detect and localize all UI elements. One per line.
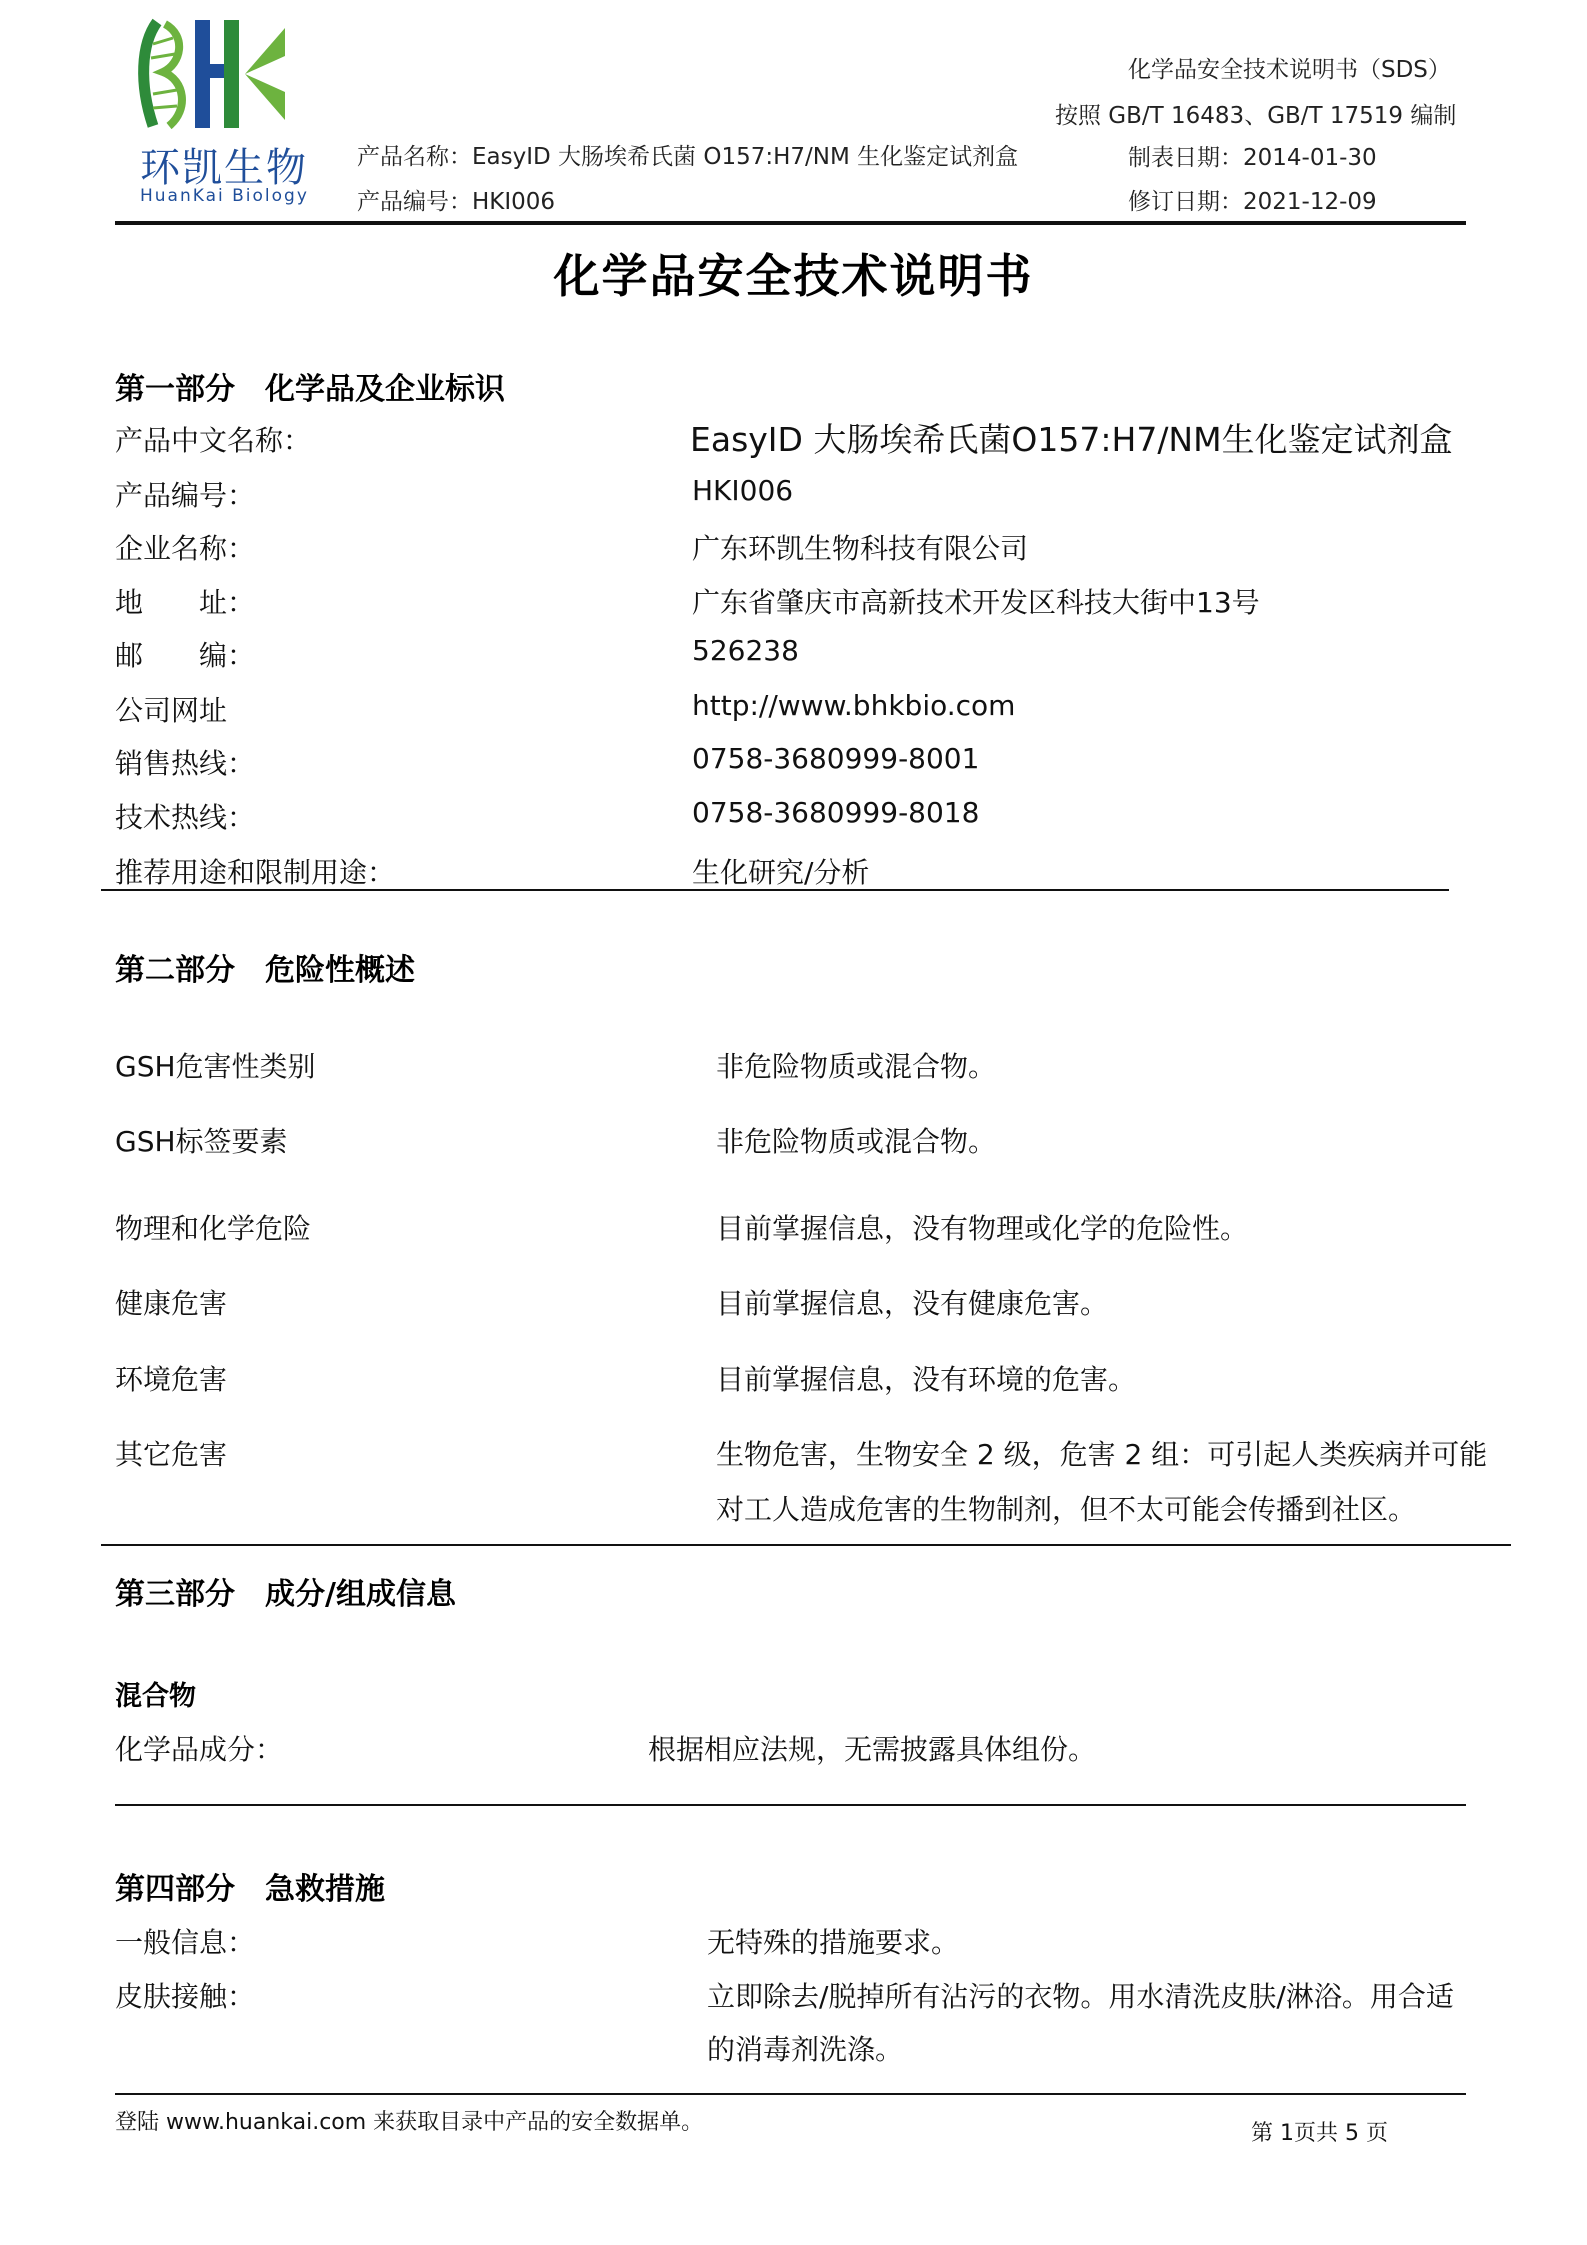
- row-label: 一般信息：: [115, 1926, 256, 1959]
- row-value-continued: 对工人造成危害的生物制剂，但不太可能会传播到社区。: [716, 1493, 1417, 1526]
- row-value: 0758-3680999-8018: [692, 796, 980, 829]
- section3-subheading: 混合物: [115, 1681, 196, 1712]
- header-product-name: 产品名称：EasyID 大肠埃希氏菌 O157:H7/NM 生化鉴定试剂盒: [357, 144, 1019, 170]
- row-value: 非危险物质或混合物。: [716, 1050, 997, 1083]
- row-value: 广东省肇庆市高新技术开发区科技大街中13号: [692, 586, 1260, 619]
- row-label: 推荐用途和限制用途：: [115, 856, 396, 889]
- row-label: 企业名称：: [115, 532, 256, 565]
- section3-divider: [115, 1804, 1466, 1806]
- row-label: 皮肤接触：: [115, 1980, 256, 2013]
- row-label: 其它危害: [115, 1438, 228, 1471]
- header-created-date: 制表日期：2014-01-30: [1128, 145, 1377, 171]
- row-value: 0758-3680999-8001: [692, 742, 980, 775]
- header-product-code: 产品编号：HKI006: [357, 189, 556, 215]
- section1-divider: [101, 889, 1449, 891]
- section2-divider: [101, 1544, 1511, 1546]
- row-value: 非危险物质或混合物。: [716, 1125, 997, 1158]
- row-value: EasyID 大肠埃希氏菌O157:H7/NM生化鉴定试剂盒: [690, 420, 1453, 459]
- header-revised-date: 修订日期：2021-12-09: [1128, 189, 1377, 215]
- row-value: 526238: [692, 634, 799, 667]
- page-number: 第 1页共 5 页: [1251, 2121, 1388, 2146]
- row-value: 生物危害，生物安全 2 级，危害 2 组：可引起人类疾病并可能: [716, 1438, 1488, 1471]
- row-value: HKI006: [692, 474, 794, 507]
- bhk-logo-icon: [135, 14, 315, 134]
- header-rule: [115, 221, 1466, 225]
- row-value: 广东环凯生物科技有限公司: [692, 532, 1029, 565]
- row-label: 销售热线：: [115, 747, 256, 780]
- section1-heading: 第一部分 化学品及企业标识: [115, 372, 505, 407]
- row-label: 物理和化学危险: [115, 1212, 312, 1245]
- row-label: 产品编号：: [115, 479, 256, 512]
- row-value: 根据相应法规，无需披露具体组份。: [648, 1733, 1097, 1766]
- footer-rule: [115, 2093, 1466, 2095]
- row-label: 技术热线：: [115, 801, 256, 834]
- logo-name-cn: 环凯生物: [140, 145, 308, 191]
- row-value: 目前掌握信息，没有环境的危害。: [716, 1363, 1137, 1396]
- row-value: 生化研究/分析: [692, 856, 870, 889]
- row-label: 公司网址: [115, 694, 228, 727]
- row-label: 邮 编：: [115, 639, 256, 672]
- row-value: 目前掌握信息，没有健康危害。: [716, 1287, 1109, 1320]
- section2-heading: 第二部分 危险性概述: [115, 953, 415, 988]
- footer-note: 登陆 www.huankai.com 来获取目录中产品的安全数据单。: [115, 2110, 704, 2135]
- row-value: 立即除去/脱掉所有沾污的衣物。用水清洗皮肤/淋浴。用合适: [707, 1980, 1454, 2013]
- section3-heading: 第三部分 成分/组成信息: [115, 1577, 456, 1612]
- company-website-link[interactable]: http://www.bhkbio.com: [692, 689, 1016, 722]
- header-doc-type: 化学品安全技术说明书（SDS）: [1128, 57, 1451, 83]
- row-value-continued: 的消毒剂洗涤。: [707, 2033, 904, 2066]
- logo-name-en: HuanKai Biology: [140, 186, 309, 206]
- page-title: 化学品安全技术说明书: [553, 249, 1034, 303]
- row-label: GSH危害性类别: [115, 1050, 316, 1083]
- row-label: 环境危害: [115, 1363, 228, 1396]
- row-value: 目前掌握信息，没有物理或化学的危险性。: [716, 1212, 1249, 1245]
- row-label: 产品中文名称：: [115, 424, 312, 457]
- row-label: GSH标签要素: [115, 1125, 288, 1158]
- row-value: 无特殊的措施要求。: [707, 1926, 960, 1959]
- company-logo: [135, 14, 315, 204]
- section4-heading: 第四部分 急救措施: [115, 1872, 385, 1907]
- row-label: 健康危害: [115, 1287, 228, 1320]
- row-label: 地 址：: [115, 586, 256, 619]
- header-standard: 按照 GB/T 16483、GB/T 17519 编制: [1055, 103, 1457, 129]
- row-label: 化学品成分：: [115, 1733, 284, 1766]
